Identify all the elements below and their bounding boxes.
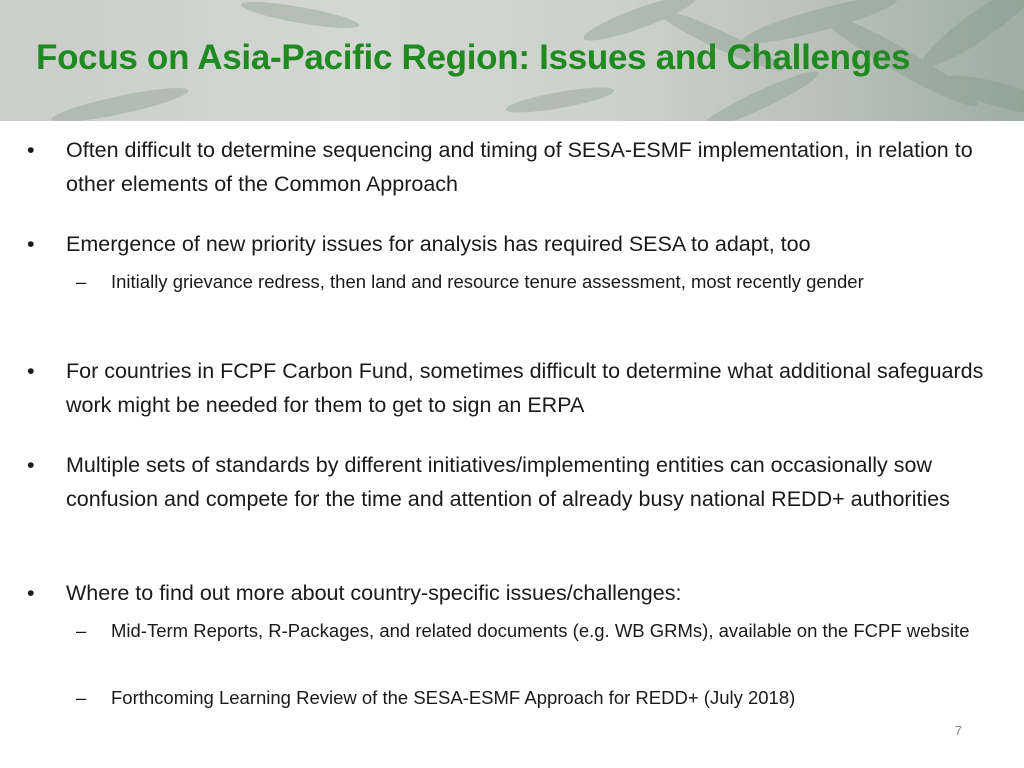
sub-bullet-marker: – bbox=[76, 687, 87, 708]
slide-title: Focus on Asia-Pacific Region: Issues and Challenges bbox=[36, 38, 911, 77]
sub-bullet-marker: – bbox=[76, 620, 87, 641]
bullet-marker: • bbox=[27, 453, 35, 477]
sub-bullet-text: Initially grievance redress, then land and resource tenure assessment, most recently gender bbox=[111, 271, 864, 292]
bullet-text: Multiple sets of standards by different initiatives/implementing entities can occasionally sow confusion and compete for the time and attention of already busy national REDD+ authorities bbox=[66, 453, 950, 511]
sub-bullet-text: Mid-Term Reports, R-Packages, and related documents (e.g. WB GRMs), available on the FCPF website bbox=[111, 620, 970, 641]
bullet-text: Where to find out more about country-specific issues/challenges: bbox=[66, 581, 682, 605]
bullet-text: Often difficult to determine sequencing and timing of SESA-ESMF implementation, in relation to other elements of the Common Approach bbox=[66, 138, 973, 196]
bullet-text: For countries in FCPF Carbon Fund, sometimes difficult to determine what additional safeguards work might be needed for them to get to sign an ERPA bbox=[66, 359, 984, 417]
bullet-text: Emergence of new priority issues for analysis has required SESA to adapt, too bbox=[66, 232, 811, 256]
bullet-marker: • bbox=[27, 138, 35, 162]
bullet-marker: • bbox=[27, 232, 35, 256]
slide-number: 7 bbox=[954, 723, 962, 738]
sub-bullet-marker: – bbox=[76, 271, 87, 292]
bullet-marker: • bbox=[27, 581, 35, 605]
bullet-marker: • bbox=[27, 359, 35, 383]
sub-bullet-text: Forthcoming Learning Review of the SESA-ESMF Approach for REDD+ (July 2018) bbox=[111, 687, 796, 708]
